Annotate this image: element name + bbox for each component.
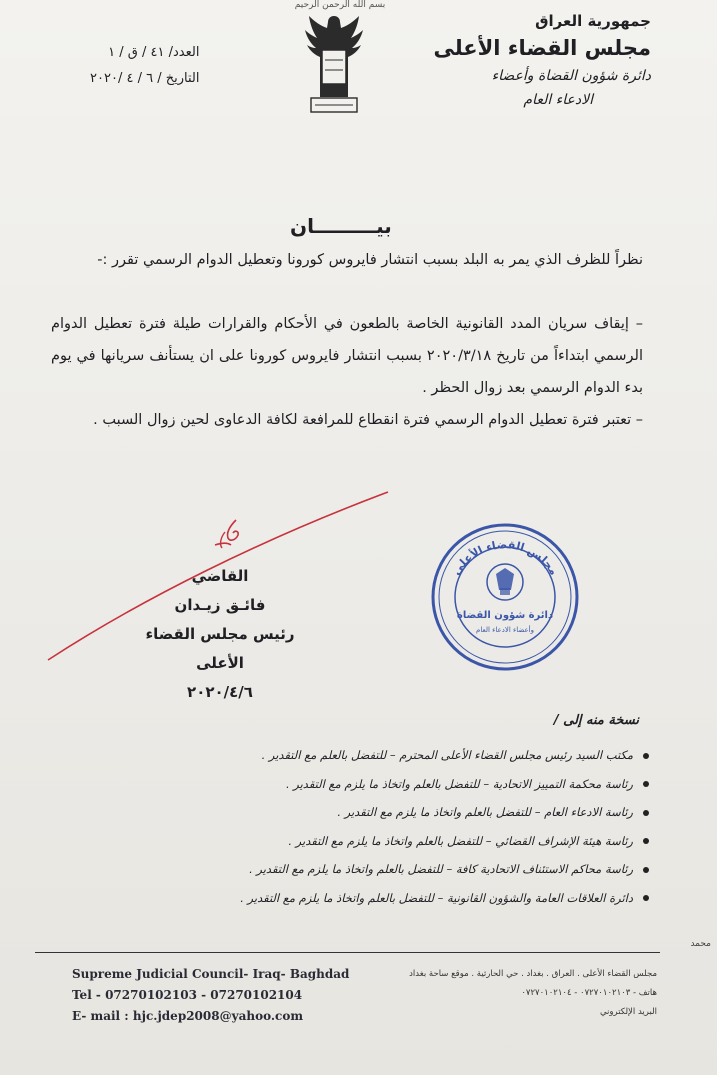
footer-address-ar: مجلس القضاء الأعلى . العراق . بغداد . حي الحارثية . موقع ساحة بغداد xyxy=(409,969,657,979)
stamp-line-2: وأعضاء الادعاء العام xyxy=(475,626,535,634)
decision-item-1: – إيقاف سريان المدد القانونية الخاصة بالطعون في الأحكام والقرارات طيلة فترة تعطيل الدوام الرسمي ابتداءاً من تاريخ ٢٠٢٠/٣/١٨ بسبب انتشار فايروس كورونا على ان يستأنف سريانها في يوم بدء الدوام الرسمي بعد زوال الحظر . xyxy=(51,316,643,396)
signature-date: ٢٠٢٠/٤/٦ xyxy=(187,683,253,701)
list-item: رئاسة محاكم الاستئناف الاتحادية كافة – للتفضل بالعلم واتخاذ ما يلزم مع التقدير . xyxy=(109,855,649,884)
signature-block xyxy=(120,562,320,707)
official-stamp xyxy=(430,522,580,672)
bullet-icon xyxy=(643,867,649,873)
bullet-icon xyxy=(643,781,649,787)
footer-address: Supreme Judicial Council- Iraq- Baghdad xyxy=(72,967,350,981)
bismillah: بسم الله الرحمن الرحيم xyxy=(294,0,386,10)
list-item: رئاسة محكمة التمييز الاتحادية – للتفضل بالعلم واتخاذ ما يلزم مع التقدير . xyxy=(109,770,649,799)
country-name: جمهورية العراق xyxy=(535,12,651,30)
bullet-icon xyxy=(643,810,649,816)
signer-position: رئيس مجلس القضاء الأعلى xyxy=(145,625,295,672)
copy-to-heading: نسخة منه إلى / xyxy=(553,713,639,728)
council-name: مجلس القضاء الأعلى xyxy=(433,36,651,60)
distribution-list xyxy=(109,741,649,912)
reference-number: العدد/ ٤١ / ق / ١ xyxy=(108,45,200,60)
footer-email-ar: البريد الإلكتروني xyxy=(599,1007,657,1017)
stamp-line-1: دائرة شؤون القضاة xyxy=(456,610,554,621)
signer-name: فائـق زيـدان xyxy=(174,596,266,614)
list-item: رئاسة الادعاء العام – للتفضل بالعلم واتخاذ ما يلزم مع التقدير . xyxy=(109,798,649,827)
list-item: مكتب السيد رئيس مجلس القضاء الأعلى المحترم – للتفضل بالعلم مع التقدير . xyxy=(109,741,649,770)
footer-phone-ar: هاتف - ٠٧٢٧٠١٠٢١٠٣ - ٠٧٢٧٠١٠٢١٠٤ xyxy=(521,988,657,998)
intro-paragraph: نظراً للظرف الذي يمر به البلد بسبب انتشار فايروس كورونا وتعطيل الدوام الرسمي تقرر :- xyxy=(97,252,643,268)
bullet-icon xyxy=(643,753,649,759)
department-name: دائرة شؤون القضاة وأعضاء xyxy=(491,68,651,84)
bullet-icon xyxy=(643,895,649,901)
footer-english xyxy=(72,964,349,1027)
typist-mark: محمد xyxy=(690,939,711,949)
stamp-ring-text: مجلس القضاء الأعلى xyxy=(449,538,561,578)
department-name-2: الادعاء العام xyxy=(523,92,593,108)
footer-phone: Tel - 07270102103 - 07270102104 xyxy=(72,988,303,1002)
statement-title: بيـــــــــان xyxy=(290,214,392,238)
bullet-icon xyxy=(643,838,649,844)
footer-divider xyxy=(35,952,660,953)
list-item: رئاسة هيئة الإشراف القضائي – للتفضل بالعلم واتخاذ ما يلزم مع التقدير . xyxy=(109,827,649,856)
document-date: التاريخ / ٦ / ٤ /٢٠٢٠ xyxy=(90,71,200,86)
decision-item-2: – تعتبر فترة تعطيل الدوام الرسمي فترة انقطاع للمرافعة لكافة الدعاوى لحين زوال السبب . xyxy=(93,412,643,428)
footer-email: E- mail : hjc.jdep2008@yahoo.com xyxy=(72,1009,304,1023)
footer-arabic xyxy=(409,965,657,1022)
signer-role: القاضي xyxy=(191,567,249,585)
list-item: دائرة العلاقات العامة والشؤون القانونية – للتفضل بالعلم واتخاذ ما يلزم مع التقدير . xyxy=(109,884,649,913)
